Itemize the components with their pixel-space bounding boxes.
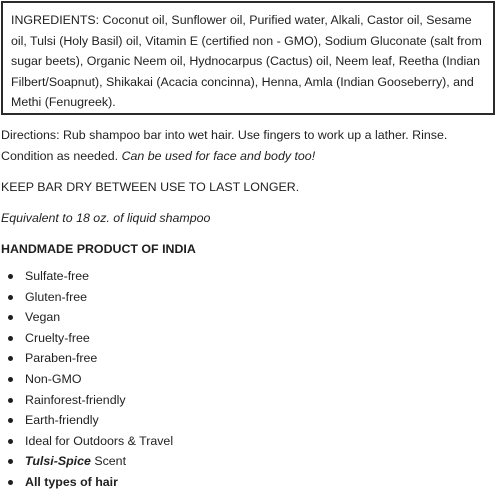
directions-text [1, 125, 499, 166]
feature-label: Vegan [25, 310, 61, 325]
equivalent-note: Equivalent to 18 oz. of liquid shampoo [1, 211, 211, 225]
feature-label: Gluten-free [25, 289, 87, 304]
bullet-icon [8, 418, 13, 423]
list-item [0, 328, 173, 349]
handmade-heading: HANDMADE PRODUCT OF INDIA [1, 242, 196, 256]
feature-label: Non-GMO [25, 371, 82, 386]
feature-label: Paraben-free [25, 351, 98, 366]
list-item [0, 410, 173, 431]
list-item [0, 390, 173, 411]
ingredients-box [1, 1, 495, 115]
bullet-icon [8, 480, 13, 485]
directions-italic-note: Can be used for face and body too! [121, 148, 316, 163]
keep-dry-note: KEEP BAR DRY BETWEEN USE TO LAST LONGER. [1, 180, 300, 194]
bullet-icon [8, 356, 13, 361]
list-item [0, 266, 173, 287]
scent-suffix: Scent [94, 454, 127, 469]
feature-label: Cruelty-free [25, 330, 90, 345]
feature-label: Ideal for Outdoors & Travel [25, 433, 174, 448]
feature-label: Sulfate-free [25, 269, 90, 283]
list-item [0, 348, 173, 369]
hair-types-item [0, 472, 173, 493]
list-item [0, 287, 173, 308]
bullet-icon [8, 315, 13, 320]
bullet-icon [8, 336, 13, 341]
features-list [0, 266, 173, 493]
bullet-icon [8, 274, 13, 279]
bullet-icon [8, 398, 13, 403]
ingredients-text: INGREDIENTS: Coconut oil, Sunflower oil, Purified water, Alkali, Castor oil, Sesame oil, Tulsi (Holy Basil) oil, Vitamin E (certified non - GMO), Sodium Gluconate (salt from sugar beets), Organic Neem oil, Hydnocarpus (Cactus) oil, Neem leaf, Reetha (Indian Filbert/Soapnut), Shikakai (Acacia concinna), Henna, Amla (Indian Gooseberry), and Methi (Fenugreek). [11, 13, 482, 109]
feature-label: Earth-friendly [25, 413, 99, 428]
bullet-icon [8, 295, 13, 300]
list-item [0, 307, 173, 328]
feature-label: Rainforest-friendly [25, 392, 126, 407]
hair-types-label: All types of hair [25, 474, 118, 489]
list-item [0, 431, 173, 452]
list-item [0, 369, 173, 390]
bullet-icon [8, 459, 13, 464]
scent-item [0, 451, 173, 472]
scent-name: Tulsi-Spice [25, 454, 91, 469]
bullet-icon [8, 377, 13, 382]
directions-main: Directions: Rub shampoo bar into wet hair. Use fingers to work up a lather. Rinse. Condition as needed. [1, 128, 448, 163]
bullet-icon [8, 439, 13, 444]
